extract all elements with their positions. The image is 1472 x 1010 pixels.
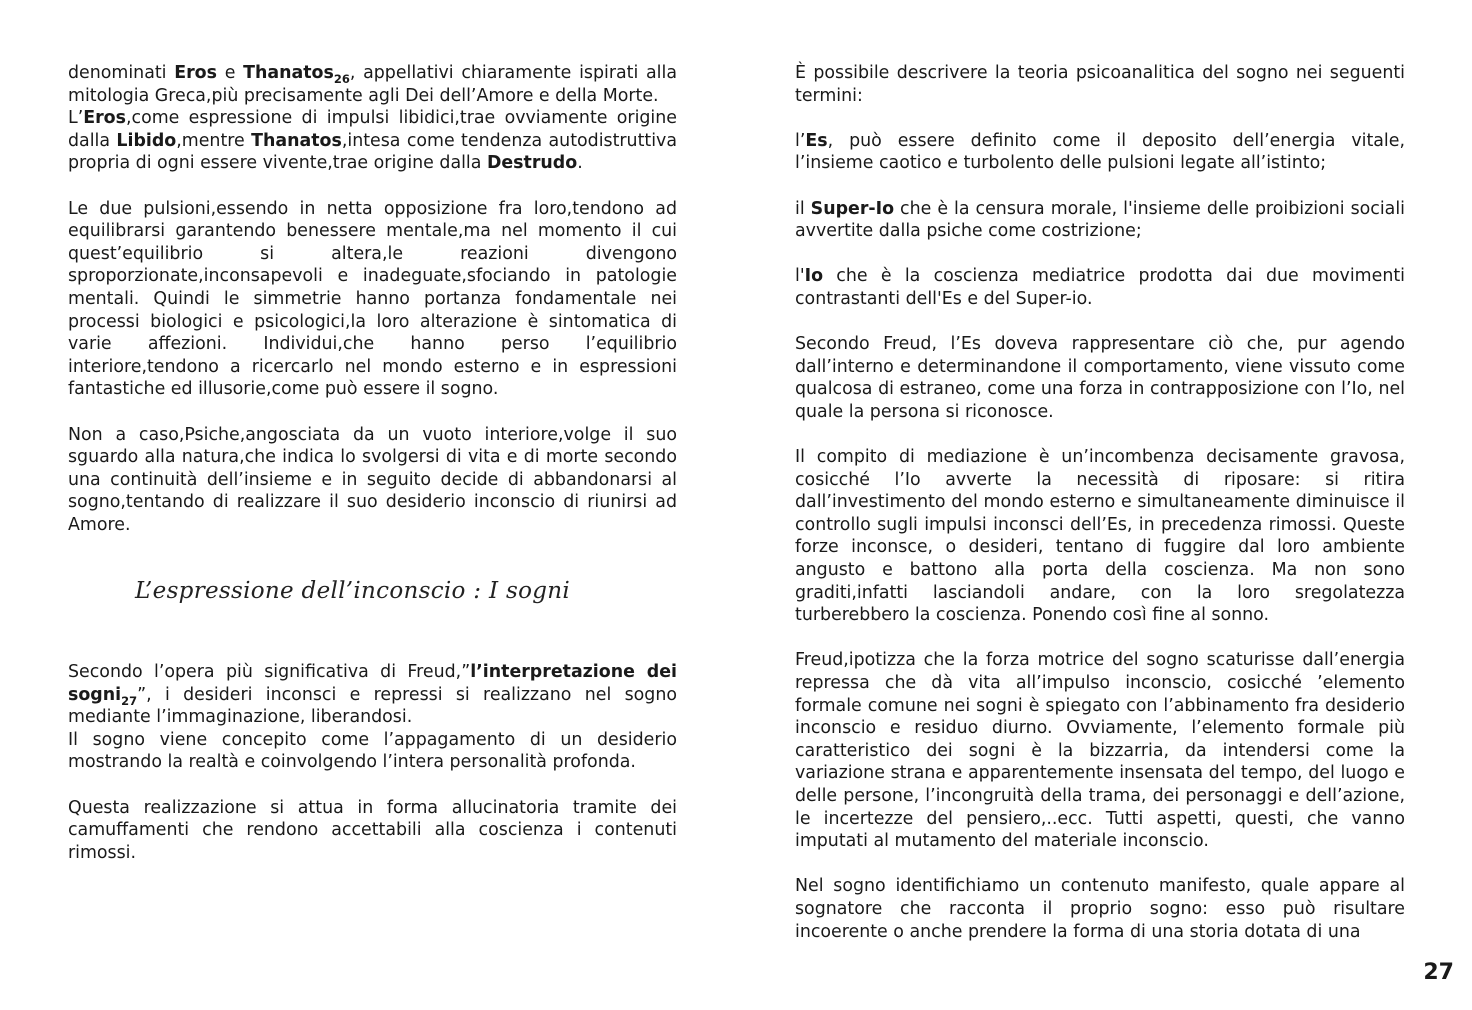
text-span: ,intesa come tendenza autodistruttiva propria di ogni essere vivente,trae origine dalla — [68, 130, 677, 174]
text-span: denominati — [68, 63, 175, 83]
text-span: che è la coscienza mediatrice prodotta dai due movimenti contrastanti dell'Es e del Super-io. — [795, 266, 1405, 309]
term-eros: Eros — [83, 108, 126, 129]
paragraph-io — [795, 265, 1405, 310]
term-libido: Libido — [116, 130, 177, 151]
paragraph-super-io — [795, 198, 1405, 243]
text-span: e — [216, 63, 244, 83]
term-io: Io — [804, 266, 824, 287]
text-span: , appellativi chiaramente ispirati alla mitologia Greca,più precisamente agli Dei dell’Amore e della Morte. — [68, 63, 677, 106]
paragraph-freud-es: Secondo Freud, l’Es doveva rappresentare ciò che, pur agendo dall’interno e determinandone il comportamento, viene vissuto come qualcosa di estraneo, come una forza in contrapposizione con l’Io, nel quale la persona si riconosce. — [795, 334, 1405, 422]
term-es: Es — [805, 130, 828, 151]
paragraph-teoria-intro: È possibile descrivere la teoria psicoanalitica del sogno nei seguenti termini: — [795, 63, 1405, 106]
paragraph-appagamento: Il sogno viene concepito come l’appagamento di un desiderio mostrando la realtà e coinvolgendo l’intera personalità profonda. — [68, 729, 677, 773]
paragraph-psiche: Non a caso,Psiche,angosciata da un vuoto interiore,volge il suo sguardo alla natura,che indica lo svolgersi di vita e di morte secondo una continuità dell’insieme e in seguito decide di abbandonarsi al sogno,tentando di realizzare il suo desiderio inconscio di riunirsi ad Amore. — [68, 424, 677, 535]
text-span: . — [577, 153, 583, 174]
text-span: L’ — [68, 108, 84, 129]
footnote-ref-26: 26 — [333, 72, 350, 86]
text-span: ”, i desideri inconsci e repressi si realizzano nel sogno mediante l’immaginazione, liberandosi. — [68, 684, 677, 728]
book-title: l’interpretazione dei sogni — [68, 662, 677, 705]
paragraph-es — [795, 130, 1405, 175]
term-eros: Eros — [174, 63, 217, 83]
text-span: , può essere definito come il deposito dell’energia vitale, l’insieme caotico e turbolento delle pulsioni legate all’istinto; — [795, 130, 1405, 174]
page-number: 27 — [1423, 960, 1454, 985]
text-span: il — [795, 198, 811, 219]
term-destrudo: Destrudo — [486, 153, 578, 174]
text-span: ,come espressione di impulsi libidici,trae ovviamente origine dalla — [68, 108, 677, 151]
paragraph-contenuto-manifesto: Nel sogno identifichiamo un contenuto manifesto, quale appare al sognatore che racconta il proprio sogno: esso può risultare incoerente o anche prendere la forma di una storia dotata di una — [795, 876, 1405, 942]
section-heading: L’espressione dell’inconscio : I sogni — [134, 578, 571, 605]
right-column — [795, 62, 1405, 966]
text-span: Secondo l’opera più significativa di Freud,” — [68, 662, 471, 683]
term-thanatos: Thanatos — [251, 130, 342, 151]
paragraph-libido-destrudo — [68, 107, 677, 175]
footnote-ref-27: 27 — [121, 693, 138, 708]
text-span: l’ — [795, 130, 806, 151]
term-thanatos: Thanatos — [243, 63, 334, 83]
text-span: l' — [795, 266, 805, 287]
term-super-io: Super-Io — [810, 198, 895, 219]
text-span: che è la censura morale, l'insieme delle proibizioni sociali avvertite dalla psiche come costrizione; — [795, 198, 1405, 242]
text-span: ,mentre — [176, 130, 252, 151]
paragraph-allucinatoria: Questa realizzazione si attua in forma allucinatoria tramite dei camuffamenti che rendono accettabili alla coscienza i contenuti rimossi. — [68, 797, 677, 863]
paragraph-pulsioni: Le due pulsioni,essendo in netta opposizione fra loro,tendono ad equilibrarsi garantendo benessere mentale,ma nel momento il cui quest’equilibrio si altera,le reazioni divengono sproporzionate,inconsapevoli e inadeguate,sfociando in patologie mentali. Quindi le simmetrie hanno portanza fondamentale nei processi biologici e psicologici,la loro alterazione è sintomatica di varie affezioni. Individui,che hanno perso l’equilibrio interiore,tendono a ricercarlo nel mondo esterno e in espressioni fantastiche ed illusorie,come può essere il sogno. — [68, 198, 677, 400]
paragraph-forza-motrice: Freud,ipotizza che la forza motrice del sogno scaturisse dall’energia repressa che dà vita all’impulso inconscio, cosicché ’elemento formale comune nei sogni è spiegato con l’abbinamento fra desiderio inconscio e residuo diurno. Ovviamente, l’elemento formale più caratteristico dei sogni è la bizzarria, da intendersi come la variazione strana e apparentemente insensata del tempo, del luogo e delle persone, l’incongruità della trama, dei personaggi e dell’azione, le incertezze del pensiero,..ecc. Tutti aspetti, questi, che vanno imputati al mutamento del materiale inconscio. — [795, 650, 1405, 852]
paragraph-mediazione: Il compito di mediazione è un’incombenza decisamente gravosa, cosicché l’Io avverte la necessità di riposare: si ritira dall’investimento del mondo esterno e simultaneamente diminuisce il controllo sugli impulsi inconsci dell’Es, in precedenza rimossi. Queste forze inconsce, o desideri, tentano di fuggire dal loro ambiente angusto e battono alla porta della coscienza. Ma non sono graditi,infatti lasciandoli andare, con la loro sregolatezza turberebbero la coscienza. Ponendo così fine al sonno. — [795, 447, 1405, 626]
left-column — [68, 62, 677, 887]
paragraph-interpretazione — [68, 661, 677, 729]
paragraph-eros-thanatos — [68, 62, 677, 107]
